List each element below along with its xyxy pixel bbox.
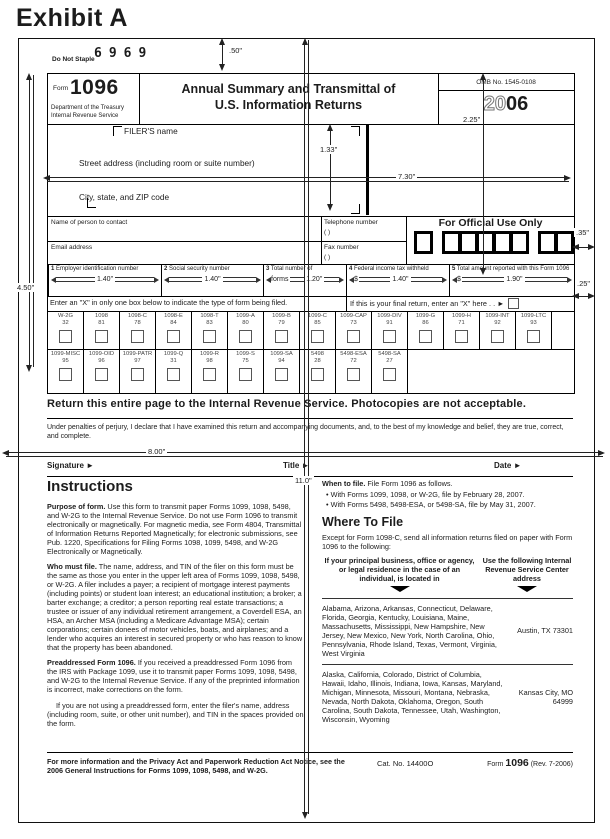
form-type-checkbox[interactable]: [131, 368, 144, 381]
form-type-label: 1099-SA: [270, 351, 293, 357]
form-type-label: 1099-A: [236, 313, 255, 319]
form-type-cell: [228, 349, 264, 393]
dim-line-1-33: [330, 126, 331, 206]
form-word: Form: [53, 85, 69, 92]
form-type-checkbox[interactable]: [311, 330, 324, 343]
corner-mark: [113, 126, 122, 136]
dim-1-40: 1.40": [164, 275, 261, 284]
arrow-down-icon: [219, 64, 225, 71]
form-type-checkbox[interactable]: [491, 330, 504, 343]
dim-line-4-50: [29, 75, 34, 367]
form-type-label: 1099-OID: [88, 351, 115, 357]
form-type-cell: [120, 349, 156, 393]
form-type-checkbox[interactable]: [419, 330, 432, 343]
form-type-checkbox[interactable]: [95, 330, 108, 343]
rule: [322, 598, 573, 599]
final-return-checkbox[interactable]: [508, 298, 519, 309]
form-type-checkbox[interactable]: [203, 368, 216, 381]
field-total-amount: 5 Total amount reported with this Form 1096 $ 1.90": [449, 264, 574, 296]
where-to-file-heading: Where To File: [322, 515, 404, 530]
arrow-left-icon: [572, 293, 579, 299]
final-return-row: [350, 296, 574, 311]
form-type-label: 5498-ESA: [340, 351, 367, 357]
form-type-label: 1099-Q: [163, 351, 184, 357]
purpose-paragraph: Purpose of form. Use this form to transmit paper Forms 1099, 1098, 5498, and W-2G to the Internal Revenue Service. Do not use Form 1096 to transmit electronically or magnetically. For magnetic media, see Form 4804, Transmittal of Information Returns Reported Magnetically; for electronic submissions, see Pub. 1220, Specifications for Filing Forms 1098, 1099, 5498, and W-2G Electronically or Magnetically.: [47, 501, 302, 556]
form-number: 1096: [70, 76, 119, 99]
form-type-cell: [372, 311, 408, 349]
form-type-cell: [264, 311, 300, 349]
corner-mark: [87, 198, 96, 208]
dim-label-7-30: 7.30": [398, 172, 416, 181]
official-use-title: For Official Use Only: [438, 217, 543, 229]
dim-label-2-25: 2.25": [463, 115, 481, 124]
form-type-checkbox[interactable]: [527, 330, 540, 343]
dim-label-0-25: .25": [577, 279, 591, 288]
rule: [47, 418, 573, 419]
form-type-code: 85: [314, 319, 321, 326]
enter-x-divider: [346, 296, 347, 311]
form-type-checkbox[interactable]: [167, 330, 180, 343]
dim-1-40: 1.40": [51, 275, 159, 284]
service-center-address: Austin, TX 73301: [517, 626, 573, 636]
filer-name-label: FILER'S name: [124, 126, 178, 136]
form-type-code: 96: [98, 357, 105, 364]
final-return-label: If this is your final return, enter an "X" here . . ►: [350, 299, 505, 308]
form-type-cell: [444, 311, 480, 349]
agency-name: Department of the Treasury Internal Revenue Service: [51, 105, 125, 119]
title-block-divider: [48, 124, 574, 125]
form-type-code: 93: [530, 319, 537, 326]
arrow-right-icon: [256, 277, 261, 283]
official-use-box: [414, 231, 433, 254]
dim-label-4-50: 4.50": [17, 283, 35, 292]
title-field-label: Title ►: [283, 461, 310, 470]
preaddressed-paragraph: Preaddressed Form 1096. If you received a preaddressed Form 1096 from the IRS with Package 1099, use it to transmit paper Forms 1099, 1098, 5498, and W-2G to the Internal Revenue Service. If any of the preprinted information is incorrect, make corrections on the form.: [47, 658, 300, 695]
omb-number: OMB No. 1545-0108: [438, 74, 574, 91]
form-type-code: 95: [62, 357, 69, 364]
official-use-area: [406, 216, 574, 264]
form-scan-code: 6969: [94, 45, 154, 62]
form-type-cell: [516, 311, 552, 349]
dim-label-8-00: 8.00": [148, 447, 166, 456]
arrow-down-icon: [302, 812, 308, 819]
form-type-code: 80: [242, 319, 249, 326]
form-type-code: 78: [134, 319, 141, 326]
form-type-cell: [48, 311, 84, 349]
form-type-label: 1098-C: [127, 313, 147, 319]
arrow-right-icon: [339, 277, 344, 283]
form-type-checkbox[interactable]: [167, 368, 180, 381]
where-table-rows: [322, 598, 573, 725]
instructions-heading: Instructions: [47, 478, 133, 495]
form-type-code: 31: [170, 357, 177, 364]
form-type-checkbox[interactable]: [203, 330, 216, 343]
form-type-code: 94: [278, 357, 285, 364]
contact-divider: [321, 216, 322, 264]
form-type-code: 86: [422, 319, 429, 326]
form-type-label: 1098-E: [164, 313, 183, 319]
form-type-cell: [264, 349, 300, 393]
rule: [322, 664, 573, 665]
dim-1-20: forms 1.20": [266, 275, 344, 284]
instructions-left-column: [47, 478, 304, 734]
dim-1-90-dollar: $ 1.90": [452, 275, 572, 284]
form-type-code: 73: [350, 319, 357, 326]
where-col2-header: Use the following Internal Revenue Service Center address: [481, 556, 573, 592]
date-field-label: Date ►: [494, 461, 522, 470]
corner-mark: [351, 204, 360, 214]
form-type-cell: [192, 311, 228, 349]
form-type-cell: [48, 349, 84, 393]
street-address-label: Street address (including room or suite number): [79, 158, 255, 168]
form-type-cell: [156, 349, 192, 393]
arrow-right-icon: [588, 293, 595, 299]
service-center-address: Kansas City, MO 64999: [518, 688, 573, 707]
arrow-up-icon: [219, 38, 225, 45]
where-col1-header: If your principal business, office or agency, or legal residence in the case of an individual, is located in: [322, 556, 477, 592]
official-use-boxes: [414, 231, 574, 254]
contact-row-divider: [48, 241, 406, 242]
not-preaddressed-paragraph: If you are not using a preaddressed form, enter the filer's name, address (including room, suite, or other unit number), and TIN in the spaces provided on the form.: [47, 700, 304, 728]
arrow-down-icon: [327, 204, 333, 211]
form-type-label: 1098: [95, 313, 108, 319]
form-type-checkbox[interactable]: [59, 368, 72, 381]
dim-line-2-25: [483, 75, 484, 269]
form-type-checkbox[interactable]: [383, 368, 396, 381]
form-type-checkbox[interactable]: [347, 330, 360, 343]
form-type-code: 81: [98, 319, 105, 326]
official-use-box: [510, 231, 529, 254]
where-table-row: [322, 598, 573, 658]
footer-rule: [47, 752, 573, 753]
where-to-file-text: Except for Form 1098-C, send all information returns filed on paper with Form 1096 to the following:: [322, 532, 573, 551]
form-type-label: 1099-DIV: [377, 313, 402, 319]
arrow-left-icon: [2, 450, 9, 456]
when-bullet-1: • With Forms 1099, 1098, or W-2G, file by February 28, 2007.: [326, 490, 525, 500]
form-type-cell: [336, 349, 372, 393]
where-table-row: [322, 664, 573, 724]
form-title: Annual Summary and Transmittal of U.S. Information Returns: [181, 82, 396, 113]
filer-area-right-rule: [366, 125, 369, 215]
states-list: Alaska, California, Colorado, District of Columbia, Hawaii, Idaho, Illinois, Indiana, Iowa, Kansas, Maryland, Michigan, Minnesota, Missouri, Montana, Nebraska, Nevada, North Dakota, Oklahoma, Oregon, South Carolina, South Dakota, Tennessee, Utah, Washington, Wisconsin, Wyoming: [322, 670, 503, 725]
form-type-checkbox[interactable]: [311, 368, 324, 381]
city-state-zip-label: City, state, and ZIP code: [79, 192, 170, 202]
form-type-cell: [336, 311, 372, 349]
arrow-down-icon: [480, 268, 486, 275]
form-type-checkbox[interactable]: [239, 330, 252, 343]
arrow-right-icon: [564, 175, 571, 181]
email-label: Email address: [51, 244, 93, 251]
enter-x-instruction: Enter an "X" in only one box below to indicate the type of form being filed.: [50, 298, 288, 307]
dim-label-11-0: 11.0": [295, 476, 312, 485]
form-type-label: 1099-B: [272, 313, 291, 319]
arrow-left-icon: [572, 244, 579, 250]
form-type-code: 72: [350, 357, 357, 364]
form-type-cell: [84, 349, 120, 393]
form-type-code: 84: [170, 319, 177, 326]
form-type-label: 5498: [311, 351, 324, 357]
form-type-label: 1099-H: [451, 313, 471, 319]
field-tax-withheld: 4 Federal income tax withheld $ 1.40": [346, 264, 449, 296]
form-type-label: 1099-MISC: [50, 351, 81, 357]
form-type-code: 71: [458, 319, 465, 326]
dim-line-8-00: [6, 452, 603, 457]
form-type-code: 92: [494, 319, 501, 326]
form-type-code: 28: [314, 357, 321, 364]
form-type-label: 1099-PATR: [122, 351, 153, 357]
form-type-label: 5498-SA: [378, 351, 401, 357]
contact-name-label: Name of person to contact: [51, 219, 128, 226]
form-type-cell: [156, 311, 192, 349]
where-table-header: [322, 556, 573, 592]
exhibit-title: Exhibit A: [16, 4, 128, 32]
form-type-label: 1099-R: [199, 351, 219, 357]
form-type-label: 1099-S: [236, 351, 255, 357]
form-type-code: 32: [62, 319, 69, 326]
form-type-label: W-2G: [57, 313, 74, 319]
fax-label: Fax number: [324, 244, 359, 251]
arrow-right-icon: [598, 450, 605, 456]
form-type-label: 1099-CAP: [340, 313, 367, 319]
return-page-notice: Return this entire page to the Internal Revenue Service. Photocopies are not acceptable.: [47, 398, 527, 410]
form-type-label: 1099-C: [307, 313, 327, 319]
form-type-checkbox[interactable]: [59, 330, 72, 343]
states-list: Alabama, Arizona, Arkansas, Connecticut, Delaware, Florida, Georgia, Kentucky, Louisiana, Maine, Massachusetts, Mississippi, New Hampshire, New Jersey, New Mexico, New York, North Carolina, Ohio, Pennsylvania, Rhode Island, Texas, Vermont, Virginia, West Virginia: [322, 603, 497, 659]
form-type-label: 1099-G: [415, 313, 436, 319]
form-type-code: 98: [206, 357, 213, 364]
arrow-up-icon: [327, 124, 333, 131]
arrow-up-icon: [480, 73, 486, 80]
telephone-label: Telephone number: [324, 219, 378, 226]
down-arrow-icon: [390, 586, 410, 592]
corner-mark: [351, 126, 360, 136]
privacy-act-notice: For more information and the Privacy Act and Paperwork Reduction Act Notice, see the 2006 General Instructions for Forms 1099, 1098, 5498, and W-2G.: [47, 757, 345, 776]
dim-label-0-50: .50": [229, 46, 243, 55]
form-type-code: 83: [206, 319, 213, 326]
form-type-code: 91: [386, 319, 393, 326]
form-type-cell: [408, 311, 444, 349]
dim-label-1-33: 1.33": [320, 145, 338, 154]
dim-line-7-30: [47, 177, 569, 182]
form-type-cell: [372, 349, 408, 393]
form-type-checkbox[interactable]: [347, 368, 360, 381]
form-type-checkbox[interactable]: [95, 368, 108, 381]
form-type-cell: [84, 311, 120, 349]
catalog-number: Cat. No. 14400O: [377, 759, 434, 768]
perjury-statement: Under penalties of perjury, I declare that I have examined this return and accompanying documents, and, to the best of my knowledge and belief, they are true, correct, and complete.: [47, 424, 564, 441]
form-type-checkbox[interactable]: [275, 330, 288, 343]
when-bullet-2: • With Forms 5498, 5498-ESA, or 5498-SA, file by May 31, 2007.: [326, 500, 536, 510]
instructions-right-column: [322, 479, 573, 724]
official-use-box: [555, 231, 574, 254]
form-type-checkbox[interactable]: [275, 368, 288, 381]
fax-parens: ( ): [324, 254, 331, 261]
form-type-code: 97: [134, 357, 141, 364]
when-to-file-paragraph: When to file. File Form 1096 as follows.: [322, 479, 453, 488]
arrow-right-icon: [567, 277, 572, 283]
form-type-label: 1099-INT: [485, 313, 510, 319]
type-row-1: [48, 311, 552, 349]
form-type-label: 1099-LTC: [520, 313, 547, 319]
arrow-down-icon: [26, 365, 32, 372]
field-ssn: 2 Social security number 1.40": [161, 264, 263, 296]
form-1096: [47, 73, 575, 394]
form-type-label: 1098-T: [200, 313, 219, 319]
form-type-cell: [480, 311, 516, 349]
form-type-checkbox[interactable]: [239, 368, 252, 381]
do-not-staple-label: Do Not Staple: [52, 56, 95, 63]
telephone-parens: ( ): [324, 229, 331, 236]
dim-line-11-0: [304, 40, 309, 814]
arrow-up-icon: [26, 73, 32, 80]
form-type-checkbox[interactable]: [131, 330, 144, 343]
dim-label-0-35: .35": [576, 228, 590, 237]
form-type-cell: [192, 349, 228, 393]
arrow-up-icon: [302, 38, 308, 45]
form-type-checkbox[interactable]: [383, 330, 396, 343]
signature-label: Signature ►: [47, 461, 95, 470]
field-ein: 1 Employer identification number 1.40": [48, 264, 161, 296]
form-type-code: 79: [278, 319, 285, 326]
down-arrow-icon: [517, 586, 537, 592]
field-total-forms: 3 Total number of forms 1.20": [263, 264, 346, 296]
arrow-right-icon: [154, 277, 159, 283]
form-type-cell: [228, 311, 264, 349]
form-type-cell: [120, 311, 156, 349]
arrow-left-icon: [43, 175, 50, 181]
tax-year: 2006: [483, 93, 529, 115]
who-must-file-paragraph: Who must file. The name, address, and TIN of the filer on this form must be the same as those you enter in the upper left area of Forms 1099, 1098, 5498, or W-2G. A filer includes a payer; a recipient of mortgage interest payments (including points) or student loan interest; an educational institution; a broker; a barter exchange; a creditor; a person reporting real estate transactions; a trustee or issuer of any individual retirement arrangement, a Coverdell ESA, an HSA, an Archer MSA (including a Medicare Advantage MSA); certain corporations; certain donees of motor vehicles, boats, and airplanes; and a lender who acquires an interest in secured property or who has reason to know that the property has been abandoned.: [47, 561, 303, 653]
type-row-2: [48, 349, 408, 393]
form-type-code: 27: [386, 357, 393, 364]
footer-form-id: Form 1096 (Rev. 7-2006): [487, 757, 573, 769]
arrow-right-icon: [588, 244, 595, 250]
form-type-code: 75: [242, 357, 249, 364]
form-type-checkbox[interactable]: [455, 330, 468, 343]
arrow-right-icon: [442, 277, 447, 283]
dim-1-40-dollar: $ 1.40": [349, 275, 447, 284]
